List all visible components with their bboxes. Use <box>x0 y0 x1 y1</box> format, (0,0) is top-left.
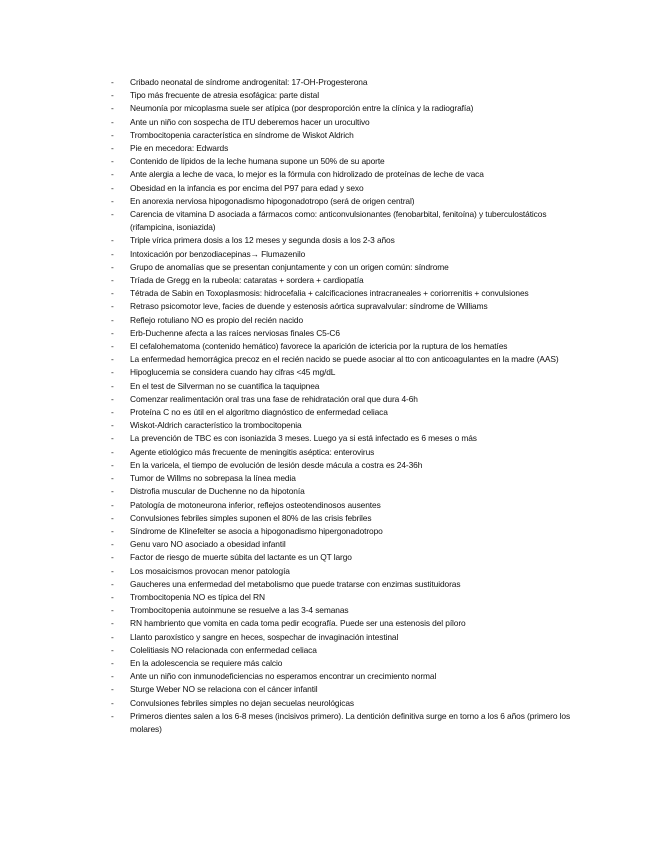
list-item <box>111 261 571 274</box>
list-item-text: En la varicela, el tiempo de evolución de lesión desde mácula a costra es 24-36h <box>130 459 423 470</box>
bullet-dash: - <box>111 473 114 484</box>
bullet-dash: - <box>111 631 114 642</box>
bullet-dash: - <box>111 420 114 431</box>
list-item-text: En la adolescencia se requiere más calcio <box>130 657 283 668</box>
bullet-dash: - <box>111 525 114 536</box>
list-item-text: Trombocitopenia autoinmune se resuelve a las 3-4 semanas <box>130 605 349 616</box>
list-item-text: Colelitiasis NO relacionada con enfermedad celiaca <box>130 644 317 655</box>
list-item <box>111 274 571 287</box>
bullet-dash: - <box>111 301 114 312</box>
bullet-dash: - <box>111 644 114 655</box>
list-item-text: Ante un niño con inmunodeficiencias no esperamos encontrar un crecimiento normal <box>130 671 437 682</box>
bullet-dash: - <box>111 552 114 563</box>
list-item-text: Hipoglucemia se considera cuando hay cifras <45 mg/dL <box>130 367 336 378</box>
list-item <box>111 340 571 353</box>
bullet-dash: - <box>111 710 114 721</box>
list-item-text: La enfermedad hemorrágica precoz en el recién nacido se puede asociar al tto con anticoagulantes en la madre (AAS) <box>130 354 559 365</box>
bullet-dash: - <box>111 103 114 114</box>
list-item <box>111 195 571 208</box>
bullet-dash: - <box>111 433 114 444</box>
list-item <box>111 617 571 630</box>
bullet-dash: - <box>111 327 114 338</box>
list-item-text: Retraso psicomotor leve, facies de duende y estenosis aórtica supravalvular: síndrome de Williams <box>130 301 488 312</box>
bullet-dash: - <box>111 169 114 180</box>
list-item-text: Tumor de Willms no sobrepasa la línea media <box>130 473 296 484</box>
list-item <box>111 129 571 142</box>
list-item <box>111 116 571 129</box>
list-item <box>111 300 571 313</box>
list-item-text: Síndrome de Klinefelter se asocia a hipogonadismo hipergonadotropo <box>130 525 383 536</box>
list-item-text: Los mosaicismos provocan menor patología <box>130 565 290 576</box>
bullet-dash: - <box>111 275 114 286</box>
list-item <box>111 380 571 393</box>
list-item-text: Tétrada de Sabin en Toxoplasmosis: hidrocefalia + calcificaciones intracraneales + coriorrenitis + convulsiones <box>130 288 529 299</box>
list-item <box>111 459 571 472</box>
list-item <box>111 644 571 657</box>
list-item <box>111 604 571 617</box>
list-item <box>111 102 571 115</box>
list-item-text: Convulsiones febriles simples suponen el 80% de las crisis febriles <box>130 512 372 523</box>
list-item-text: Intoxicación por benzodiacepinas→ Flumazenilo <box>130 248 306 259</box>
list-item <box>111 419 571 432</box>
list-item-text: Pie en mecedora: Edwards <box>130 143 229 154</box>
bullet-dash: - <box>111 565 114 576</box>
bullet-dash: - <box>111 341 114 352</box>
list-item-text: Contenido de lípidos de la leche humana supone un 50% de su aporte <box>130 156 385 167</box>
bullet-dash: - <box>111 657 114 668</box>
bullet-dash: - <box>111 512 114 523</box>
bullet-dash: - <box>111 393 114 404</box>
list-item-text: Patología de motoneurona inferior, reflejos osteotendinosos ausentes <box>130 499 381 510</box>
list-item <box>111 327 571 340</box>
list-item-text: Convulsiones febriles simples no dejan secuelas neurológicas <box>130 697 354 708</box>
list-item <box>111 406 571 419</box>
list-item-text: Proteína C no es útil en el algoritmo diagnóstico de enfermedad celiaca <box>130 407 388 418</box>
bullet-dash: - <box>111 407 114 418</box>
bullet-dash: - <box>111 248 114 259</box>
list-item-text: En el test de Silverman no se cuantifica la taquipnea <box>130 380 320 391</box>
list-item <box>111 314 571 327</box>
bullet-dash: - <box>111 261 114 272</box>
list-item-text: Triple vírica primera dosis a los 12 meses y segunda dosis a los 2-3 años <box>130 235 395 246</box>
bullet-dash: - <box>111 143 114 154</box>
bullet-dash: - <box>111 459 114 470</box>
bullet-dash: - <box>111 499 114 510</box>
list-item-text: Trombocitopenia NO es típica del RN <box>130 591 265 602</box>
list-item <box>111 683 571 696</box>
bullet-dash: - <box>111 380 114 391</box>
bullet-dash: - <box>111 539 114 550</box>
bullet-dash: - <box>111 116 114 127</box>
bullet-dash: - <box>111 354 114 365</box>
bullet-dash: - <box>111 618 114 629</box>
list-item <box>111 208 571 234</box>
list-item-text: Tipo más frecuente de atresia esofágica: parte distal <box>130 90 319 101</box>
list-item <box>111 525 571 538</box>
list-item-text: La prevención de TBC es con isoniazida 3 meses. Luego ya si está infectado es 6 meses o más <box>130 433 477 444</box>
list-item <box>111 446 571 459</box>
list-item <box>111 287 571 300</box>
bullet-dash: - <box>111 367 114 378</box>
list-item <box>111 142 571 155</box>
list-item-text: Ante un niño con sospecha de ITU deberemos hacer un urocultivo <box>130 116 370 127</box>
bullet-dash: - <box>111 605 114 616</box>
list-item-text: Wiskot-Aldrich característico la trombocitopenia <box>130 420 302 431</box>
list-item <box>111 499 571 512</box>
list-item-text: El cefalohematoma (contenido hemático) favorece la aparición de ictericia por la ruptura de los hematíes <box>130 341 508 352</box>
list-item-text: Tríada de Gregg en la rubeola: cataratas + sordera + cardiopatía <box>130 275 364 286</box>
list-item-text: Genu varo NO asociado a obesidad infantil <box>130 539 286 550</box>
bullet-dash: - <box>111 90 114 101</box>
list-item-text: Cribado neonatal de síndrome androgenital: 17-OH-Progesterona <box>130 77 368 87</box>
list-item-text: RN hambriento que vomita en cada toma pedir ecografía. Puede ser una estenosis del píloro <box>130 618 466 629</box>
bullet-dash: - <box>111 182 114 193</box>
bullet-dash: - <box>111 591 114 602</box>
list-item <box>111 168 571 181</box>
list-item-text: Llanto paroxístico y sangre en heces, sospechar de invaginación intestinal <box>130 631 399 642</box>
bullet-dash: - <box>111 486 114 497</box>
list-item <box>111 234 571 247</box>
list-item <box>111 155 571 168</box>
list-item <box>111 353 571 366</box>
list-item-text: Grupo de anomalías que se presentan conjuntamente y con un origen común: síndrome <box>130 261 449 272</box>
bullet-dash: - <box>111 156 114 167</box>
list-item-text: Obesidad en la infancia es por encima del P97 para edad y sexo <box>130 182 364 193</box>
bullet-dash: - <box>111 129 114 140</box>
bullet-dash: - <box>111 578 114 589</box>
list-item-text: En anorexia nerviosa hipogonadismo hipogonadotropo (será de origen central) <box>130 195 415 206</box>
list-item <box>111 565 571 578</box>
bullet-dash: - <box>111 684 114 695</box>
bullet-dash: - <box>111 671 114 682</box>
list-item <box>111 670 571 683</box>
list-item <box>111 485 571 498</box>
bullet-dash: - <box>111 697 114 708</box>
list-item-text: Trombocitopenia característica en síndrome de Wiskot Aldrich <box>130 129 354 140</box>
bullet-dash: - <box>111 195 114 206</box>
list-item <box>111 578 571 591</box>
list-item-text: Agente etiológico más frecuente de meningitis aséptica: enterovirus <box>130 446 375 457</box>
list-item <box>111 657 571 670</box>
list-item <box>111 432 571 445</box>
list-item-text: Sturge Weber NO se relaciona con el cáncer infantil <box>130 684 318 695</box>
notes-list <box>111 76 571 736</box>
list-item <box>111 182 571 195</box>
list-item <box>111 697 571 710</box>
list-item <box>111 591 571 604</box>
list-item-text: Ante alergia a leche de vaca, lo mejor es la fórmula con hidrolizado de proteínas de leche de vaca <box>130 169 484 180</box>
list-item-text: Primeros dientes salen a los 6-8 meses (incisivos primero). La dentición definitiva surge en torno a los 6 años (primero los molares) <box>130 710 571 734</box>
list-item-text: Neumonía por micoplasma suele ser atípica (por desproporción entre la clínica y la radiografía) <box>130 103 474 114</box>
bullet-dash: - <box>111 446 114 457</box>
list-item-text: Carencia de vitamina D asociada a fármacos como: anticonvulsionantes (fenobarbital, fenitoína) y tuberculostáticos (rifampicina, isoniazida) <box>130 209 547 233</box>
list-item <box>111 248 571 261</box>
list-item <box>111 631 571 644</box>
list-item-text: Distrofia muscular de Duchenne no da hipotonía <box>130 486 305 497</box>
list-item <box>111 710 571 736</box>
bullet-dash: - <box>111 314 114 325</box>
list-item-text: Erb-Duchenne afecta a las raíces nerviosas finales C5-C6 <box>130 327 340 338</box>
bullet-dash: - <box>111 288 114 299</box>
list-item <box>111 538 571 551</box>
bullet-dash: - <box>111 77 114 87</box>
list-item <box>111 551 571 564</box>
bullet-dash: - <box>111 235 114 246</box>
list-item <box>111 512 571 525</box>
list-item-text: Comenzar realimentación oral tras una fase de rehidratación oral que dura 4-6h <box>130 393 418 404</box>
list-item-text: Factor de riesgo de muerte súbita del lactante es un QT largo <box>130 552 352 563</box>
list-item <box>111 472 571 485</box>
list-item <box>111 366 571 379</box>
list-item <box>111 76 571 89</box>
list-item <box>111 393 571 406</box>
bullet-dash: - <box>111 209 114 220</box>
list-item-text: Reflejo rotuliano NO es propio del recién nacido <box>130 314 304 325</box>
list-item-text: Gaucheres una enfermedad del metabolismo que puede tratarse con enzimas sustituidoras <box>130 578 461 589</box>
list-item <box>111 89 571 102</box>
